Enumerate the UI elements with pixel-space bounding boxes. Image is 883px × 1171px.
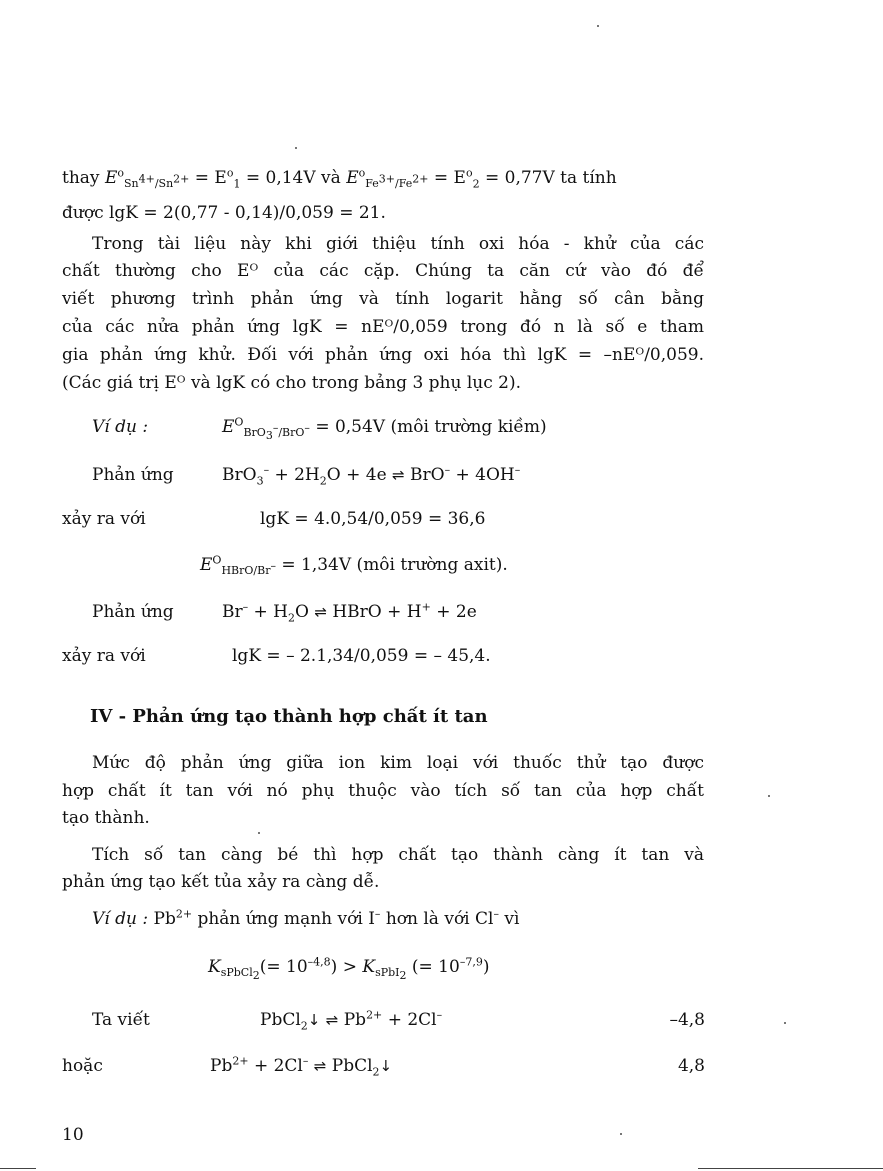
- scan-speck: [620, 1133, 622, 1135]
- bottom-edge-mark: [698, 1168, 883, 1169]
- lgk-value-3: –4,8: [669, 1010, 705, 1030]
- text: + 2Cl: [253, 1056, 303, 1076]
- sub: sPbI: [375, 966, 400, 980]
- text: + 2Cl: [387, 1010, 437, 1030]
- sup: –: [304, 421, 310, 435]
- text: hơn là với Cl: [385, 909, 494, 929]
- sub: 2: [288, 611, 296, 625]
- text: = E: [194, 168, 227, 188]
- sup: –: [263, 463, 270, 477]
- paragraph-line: tạo thành.: [62, 808, 150, 828]
- occurs-label: xảy ra với: [62, 646, 146, 666]
- reaction-2: [222, 600, 477, 625]
- text: Pb: [153, 909, 176, 929]
- reaction-1: [222, 463, 521, 488]
- scan-speck: [295, 147, 297, 149]
- sub: 2: [319, 474, 327, 488]
- equilibrium-arrow-icon: ⇌: [314, 603, 327, 621]
- sup: 2+: [232, 1054, 249, 1068]
- equilibrium-arrow-icon: ⇌: [313, 1057, 327, 1075]
- text: vì: [504, 909, 520, 929]
- text: ): [482, 957, 490, 977]
- paragraph-line: (Các giá trị Eᴼ và lgK có cho trong bảng 3 phụ lục 2).: [62, 373, 522, 393]
- text: (= 10: [259, 957, 308, 977]
- sup: 4+: [138, 172, 155, 186]
- precipitation-reaction: [210, 1054, 393, 1079]
- symbol-k: K: [208, 957, 221, 977]
- sup: –: [374, 907, 381, 921]
- text: + 4OH: [455, 465, 515, 485]
- sup: –: [493, 907, 499, 921]
- sup: –4,8: [307, 955, 331, 969]
- lgk-value-4: 4,8: [677, 1056, 705, 1076]
- paragraph-line: Mức độ phản ứng giữa ion kim loại với thuốc thử tạo được: [92, 753, 704, 773]
- sub: 2: [372, 1065, 380, 1079]
- scan-speck: [768, 795, 770, 797]
- text: + 2e: [436, 602, 477, 622]
- lgk-value-1: lgK = 4.0,54/0,059 = 36,6: [260, 509, 486, 529]
- text: phản ứng mạnh với I: [197, 909, 375, 929]
- example-2: [92, 907, 520, 929]
- example-label: Ví dụ :: [92, 909, 149, 929]
- sub: 2: [252, 969, 260, 983]
- sub: 3: [256, 474, 264, 488]
- text: = 0,77V ta tính: [484, 168, 617, 188]
- sup: 2+: [175, 907, 193, 921]
- or-label: hoặc: [62, 1056, 103, 1076]
- sub: 2: [300, 1019, 308, 1033]
- text: ): [330, 957, 338, 977]
- text: O: [295, 602, 309, 622]
- text: Br: [222, 602, 243, 622]
- text: BrO: [222, 465, 257, 485]
- sup: 3+: [378, 172, 396, 186]
- paragraph-line: gia phản ứng khử. Đối với phản ứng oxi hóa thì lgK = –nEᴼ/0,059.: [62, 345, 704, 365]
- paragraph-line: hợp chất ít tan với nó phụ thuộc vào tích số tan của hợp chất: [62, 781, 704, 801]
- text: + 2H: [274, 465, 320, 485]
- text: (= 10: [411, 957, 460, 977]
- text: = 1,34V (môi trường axit).: [281, 555, 508, 575]
- page-number: 10: [62, 1125, 84, 1145]
- precipitate-arrow-icon: ↓: [379, 1057, 393, 1075]
- symbol-e: E: [346, 168, 359, 188]
- precipitate-arrow-icon: ↓: [307, 1011, 321, 1029]
- paragraph-line: phản ứng tạo kết tủa xảy ra càng dễ.: [62, 872, 380, 892]
- sub: 2: [399, 969, 407, 983]
- sub: /BrO: [278, 426, 305, 440]
- example-label: Ví dụ :: [92, 417, 149, 437]
- symbol-e: E: [222, 417, 235, 437]
- text: + H: [253, 602, 289, 622]
- reaction-label: Phản ứng: [92, 602, 174, 622]
- sup: o: [117, 166, 124, 180]
- text: >: [342, 957, 357, 977]
- write-label: Ta viết: [92, 1010, 150, 1030]
- symbol-e: E: [200, 555, 213, 575]
- text: BrO: [410, 465, 445, 485]
- symbol-e: E: [104, 168, 118, 188]
- ksp-comparison: [208, 955, 490, 983]
- text: = E: [433, 168, 466, 188]
- sup: –: [272, 421, 279, 435]
- sup: 2+: [366, 1008, 383, 1022]
- sub: Fe: [365, 177, 379, 191]
- text: Pb: [343, 1010, 367, 1030]
- sup: –: [514, 463, 521, 477]
- text: PbCl: [331, 1056, 373, 1076]
- sub: /Sn: [154, 177, 174, 191]
- sup: –: [270, 559, 276, 573]
- text: Pb: [210, 1056, 233, 1076]
- sup: 2+: [173, 172, 190, 186]
- sup: –: [444, 463, 451, 477]
- scan-speck: [784, 1022, 786, 1024]
- sub: 3: [265, 429, 273, 443]
- reaction-label: Phản ứng: [92, 465, 174, 485]
- sup: o: [226, 166, 234, 180]
- sup: 2+: [412, 172, 429, 186]
- sub: sPbCl: [220, 966, 253, 980]
- sub: BrO: [243, 426, 266, 440]
- sup: –: [436, 1008, 443, 1022]
- text: = 0,54V (môi trường kiềm): [315, 417, 547, 437]
- text: O + 4e: [326, 465, 387, 485]
- sub: 1: [233, 177, 241, 191]
- potential-hbro: [200, 553, 508, 578]
- paragraph-line: Tích số tan càng bé thì hợp chất tạo thành càng ít tan và: [92, 845, 704, 865]
- equilibrium-arrow-icon: ⇌: [392, 466, 405, 484]
- potential-bro3: [222, 415, 547, 443]
- sup: o: [465, 166, 473, 180]
- sup: O: [212, 553, 222, 567]
- sup: +: [421, 600, 431, 614]
- sup: O: [234, 415, 244, 429]
- scan-speck: [597, 25, 599, 27]
- bottom-edge-mark: [0, 1168, 36, 1169]
- occurs-label: xảy ra với: [62, 509, 146, 529]
- dissolution-reaction: [260, 1008, 443, 1033]
- equilibrium-arrow-icon: ⇌: [325, 1011, 339, 1029]
- text-thay: thay: [62, 168, 100, 188]
- equation-line-2: được lgK = 2(0,77 - 0,14)/0,059 = 21.: [62, 203, 386, 223]
- sub: 2: [472, 177, 480, 191]
- equation-line-1: [62, 166, 617, 191]
- sup: o: [358, 166, 366, 180]
- scan-speck: [258, 832, 260, 834]
- sub: Sn: [123, 177, 139, 191]
- sub: HBrO/Br: [221, 564, 271, 578]
- sup: –: [302, 1054, 309, 1068]
- sup: –: [242, 600, 249, 614]
- paragraph-line: Trong tài liệu này khi giới thiệu tính oxi hóa - khử của các: [92, 234, 704, 254]
- paragraph-line: của các nửa phản ứng lgK = nEᴼ/0,059 trong đó n là số e tham: [62, 317, 704, 337]
- paragraph-line: chất thường cho Eᴼ của các cặp. Chúng ta căn cứ vào đó để: [62, 261, 704, 281]
- sub: /Fe: [395, 177, 413, 191]
- sup: –7,9: [459, 955, 483, 969]
- text: HBrO + H: [332, 602, 422, 622]
- paragraph-line: viết phương trình phản ứng và tính logarit hằng số cân bằng: [62, 289, 704, 309]
- lgk-value-2: lgK = – 2.1,34/0,059 = – 45,4.: [232, 646, 491, 666]
- text: = 0,14V và: [245, 168, 341, 188]
- text: PbCl: [260, 1010, 301, 1030]
- section-heading: IV - Phản ứng tạo thành hợp chất ít tan: [90, 706, 488, 727]
- symbol-k: K: [362, 957, 376, 977]
